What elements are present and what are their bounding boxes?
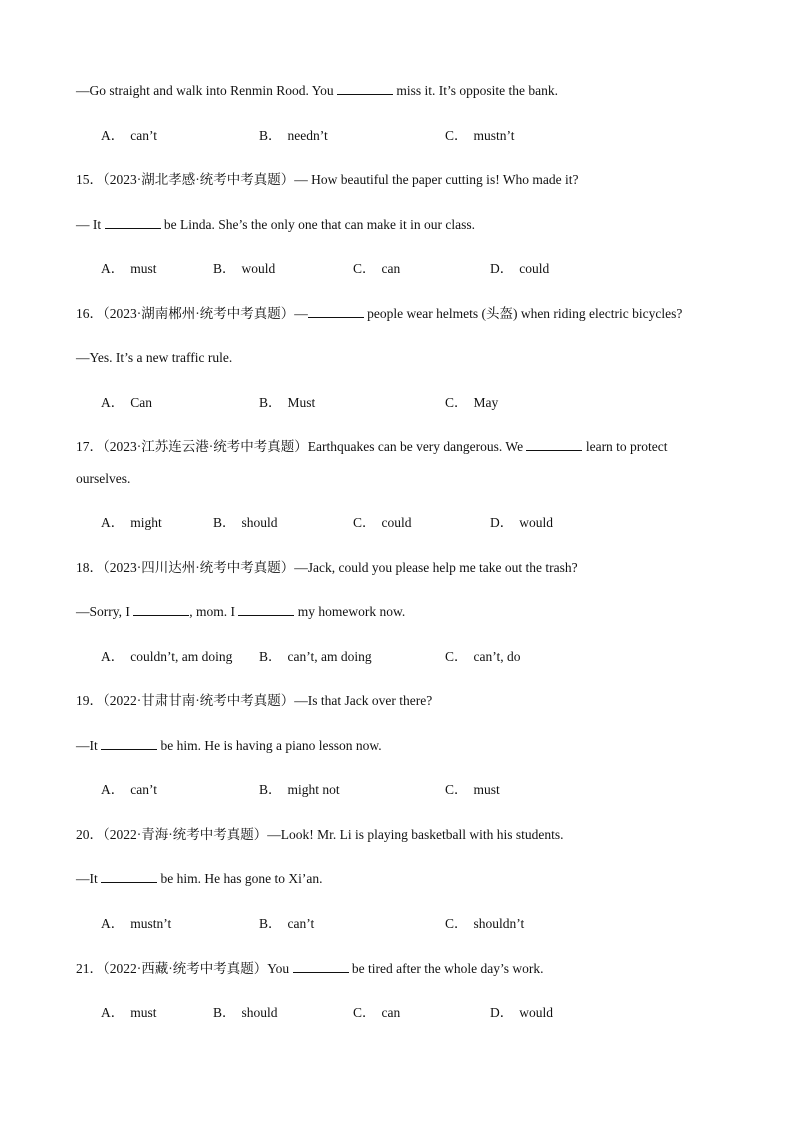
- q19-line-1: [76, 692, 432, 710]
- q21-line-1: [76, 960, 543, 978]
- question-text: 16．（2023·湖南郴州·统考中考真题）—: [76, 306, 308, 321]
- q15-option-b[interactable]: [213, 260, 275, 278]
- answer-blank[interactable]: [308, 305, 364, 318]
- option-label: A．: [101, 395, 125, 410]
- question-text: , mom. I: [189, 604, 239, 619]
- option-label: B．: [259, 916, 282, 931]
- question-text: — It: [76, 217, 105, 232]
- question-text: ourselves.: [76, 471, 131, 486]
- option-label: A．: [101, 1005, 125, 1020]
- q20-option-a[interactable]: [101, 915, 171, 933]
- option-text: would: [519, 515, 553, 530]
- option-label: C．: [353, 1005, 376, 1020]
- question-text: be tired after the whole day’s work.: [348, 961, 544, 976]
- question-text: learn to protect: [582, 439, 668, 454]
- option-label: C．: [353, 261, 376, 276]
- q20-option-c[interactable]: [445, 915, 524, 933]
- q14-cont-line-1: [76, 82, 558, 100]
- option-text: May: [473, 395, 499, 410]
- q16-line-2: [76, 349, 232, 367]
- q14-cont-option-b[interactable]: [259, 127, 328, 145]
- option-label: B．: [213, 261, 236, 276]
- option-text: might: [130, 515, 162, 530]
- q19-option-a[interactable]: [101, 781, 157, 799]
- q20-line-2: [76, 870, 322, 888]
- option-text: must: [473, 782, 500, 797]
- question-text: —It: [76, 871, 102, 886]
- option-text: should: [241, 1005, 278, 1020]
- question-text: —It: [76, 738, 102, 753]
- option-label: B．: [259, 782, 282, 797]
- option-text: mustn’t: [473, 128, 515, 143]
- answer-blank[interactable]: [105, 216, 161, 229]
- answer-blank[interactable]: [293, 960, 349, 973]
- q16-line-1: [76, 305, 682, 323]
- q19-line-2: [76, 737, 382, 755]
- q18-option-b[interactable]: [259, 648, 372, 666]
- question-text: 19．（2022·甘肃甘南·统考中考真题）—Is that Jack over there?: [76, 693, 433, 708]
- question-text: 18．（2023·四川达州·统考中考真题）—Jack, could you please help me take out the trash?: [76, 560, 578, 575]
- q16-option-b[interactable]: [259, 394, 315, 412]
- option-text: can: [381, 1005, 401, 1020]
- question-text: 15．（2023·湖北孝感·统考中考真题）— How beautiful the paper cutting is! Who made it?: [76, 172, 579, 187]
- question-text: people wear helmets (头盔) when riding electric bicycles?: [363, 306, 683, 321]
- answer-blank[interactable]: [526, 438, 582, 451]
- question-text: 21．（2022·西藏·统考中考真题）You: [76, 961, 293, 976]
- option-label: A．: [101, 128, 125, 143]
- option-label: A．: [101, 261, 125, 276]
- option-label: D．: [490, 515, 514, 530]
- option-label: C．: [445, 782, 468, 797]
- option-label: A．: [101, 649, 125, 664]
- q16-option-c[interactable]: [445, 394, 498, 412]
- question-text: my homework now.: [294, 604, 406, 619]
- question-text: 17．（2023·江苏连云港·统考中考真题）Earthquakes can be very dangerous. We: [76, 439, 527, 454]
- q18-option-c[interactable]: [445, 648, 521, 666]
- q14-cont-option-c[interactable]: [445, 127, 515, 145]
- q15-option-a[interactable]: [101, 260, 157, 278]
- option-text: Must: [287, 395, 316, 410]
- option-label: B．: [259, 128, 282, 143]
- option-text: could: [519, 261, 550, 276]
- q18-option-a[interactable]: [101, 648, 232, 666]
- option-label: D．: [490, 1005, 514, 1020]
- answer-blank[interactable]: [101, 870, 157, 883]
- q21-option-c[interactable]: [353, 1004, 400, 1022]
- option-label: D．: [490, 261, 514, 276]
- option-label: C．: [445, 128, 468, 143]
- option-text: needn’t: [287, 128, 328, 143]
- option-label: C．: [445, 395, 468, 410]
- q21-option-b[interactable]: [213, 1004, 278, 1022]
- question-text: be him. He has gone to Xi’an.: [157, 871, 323, 886]
- q20-line-1: [76, 826, 563, 844]
- question-text: be Linda. She’s the only one that can make it in our class.: [160, 217, 476, 232]
- q14-cont-option-a[interactable]: [101, 127, 157, 145]
- answer-blank[interactable]: [133, 603, 189, 616]
- option-text: Can: [130, 395, 152, 410]
- q17-option-a[interactable]: [101, 514, 162, 532]
- option-text: can’t, am doing: [287, 649, 372, 664]
- option-text: should: [241, 515, 278, 530]
- q17-option-d[interactable]: [490, 514, 553, 532]
- option-label: B．: [259, 649, 282, 664]
- q15-option-d[interactable]: [490, 260, 549, 278]
- option-text: must: [130, 261, 157, 276]
- answer-blank[interactable]: [238, 603, 294, 616]
- option-text: couldn’t, am doing: [130, 649, 233, 664]
- option-label: A．: [101, 515, 125, 530]
- option-text: would: [519, 1005, 553, 1020]
- q17-option-b[interactable]: [213, 514, 278, 532]
- option-label: C．: [445, 916, 468, 931]
- option-label: A．: [101, 916, 125, 931]
- question-text: —Go straight and walk into Renmin Rood. You: [76, 83, 338, 98]
- option-text: must: [130, 1005, 157, 1020]
- option-label: B．: [213, 1005, 236, 1020]
- q17-option-c[interactable]: [353, 514, 412, 532]
- option-text: shouldn’t: [473, 916, 525, 931]
- q18-line-2: [76, 603, 405, 621]
- q16-option-a[interactable]: [101, 394, 152, 412]
- q17-line-2: [76, 470, 130, 488]
- answer-blank[interactable]: [101, 737, 157, 750]
- q20-option-b[interactable]: [259, 915, 314, 933]
- question-text: —Yes. It’s a new traffic rule.: [76, 350, 233, 365]
- q19-option-c[interactable]: [445, 781, 500, 799]
- q17-line-1: [76, 438, 668, 456]
- option-text: can’t: [130, 128, 157, 143]
- question-text: miss it. It’s opposite the bank.: [393, 83, 559, 98]
- q19-option-b[interactable]: [259, 781, 340, 799]
- q21-option-a[interactable]: [101, 1004, 157, 1022]
- q15-line-2: [76, 216, 475, 234]
- option-text: mustn’t: [130, 916, 172, 931]
- question-text: —Sorry, I: [76, 604, 134, 619]
- option-label: B．: [259, 395, 282, 410]
- option-text: could: [381, 515, 412, 530]
- q15-option-c[interactable]: [353, 260, 400, 278]
- option-label: B．: [213, 515, 236, 530]
- option-label: A．: [101, 782, 125, 797]
- option-label: C．: [445, 649, 468, 664]
- option-text: can’t: [287, 916, 315, 931]
- option-text: would: [241, 261, 276, 276]
- option-text: can’t: [130, 782, 157, 797]
- option-text: can: [381, 261, 401, 276]
- option-label: C．: [353, 515, 376, 530]
- option-text: might not: [287, 782, 340, 797]
- answer-blank[interactable]: [337, 82, 393, 95]
- q15-line-1: [76, 171, 579, 189]
- question-text: be him. He is having a piano lesson now.: [157, 738, 382, 753]
- q21-option-d[interactable]: [490, 1004, 553, 1022]
- q18-line-1: [76, 559, 578, 577]
- question-text: 20．（2022·青海·统考中考真题）—Look! Mr. Li is playing basketball with his students.: [76, 827, 564, 842]
- option-text: can’t, do: [473, 649, 521, 664]
